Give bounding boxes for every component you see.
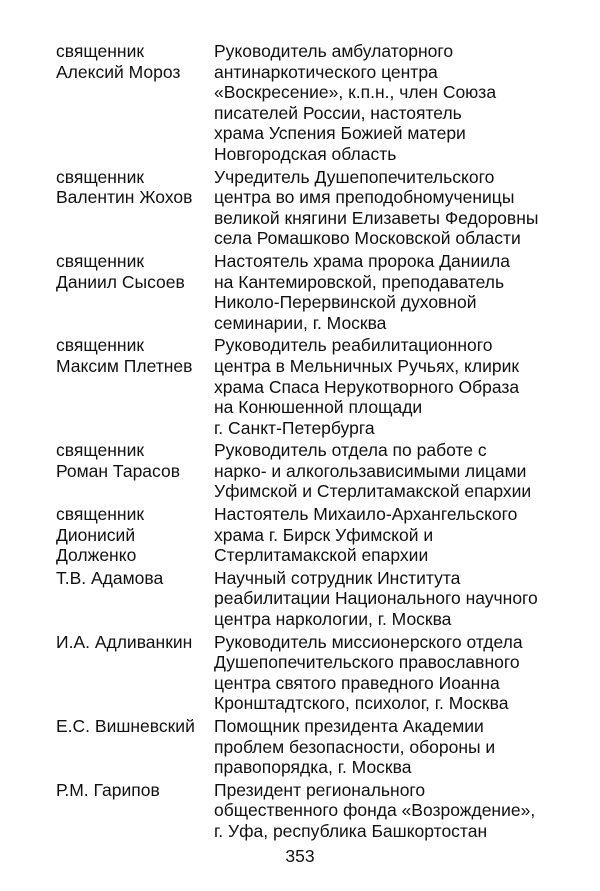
- person-name-line: священник: [56, 335, 145, 356]
- person-name-line: Валентин Жохов: [56, 187, 193, 208]
- person-description-line: Руководитель амбулаторного: [214, 41, 454, 61]
- person-description-line: центра в Мельничных Ручьях, клирик: [214, 355, 520, 376]
- person-description-line: Руководитель отдела по работе с: [214, 440, 487, 461]
- contributors-list: [56, 41, 556, 844]
- person-name: [56, 716, 214, 778]
- person-name: [56, 167, 214, 249]
- list-item: [56, 251, 556, 333]
- person-name-line: священник: [56, 440, 145, 461]
- person-name-line: священник: [56, 41, 145, 61]
- person-description-line: реабилитации Национального научного: [214, 588, 538, 609]
- person-description-line: центра во имя преподобномученицы: [214, 187, 515, 208]
- person-name: [56, 780, 214, 842]
- person-description-line: правопорядка, г. Москва: [214, 757, 412, 778]
- person-name-line: священник: [56, 250, 145, 271]
- person-description-line: проблем безопасности, обороны и: [214, 736, 496, 757]
- person-description-line: Новгородская область: [214, 143, 397, 164]
- person-description-line: на Конюшенной площади: [214, 397, 423, 418]
- person-description: [214, 568, 556, 630]
- person-description-line: Николо-Перервинской духовной: [214, 292, 477, 313]
- person-description-line: села Ромашково Московской области: [214, 228, 521, 249]
- person-description-line: «Воскресение», к.п.н., член Союза: [214, 82, 497, 103]
- person-name-line: Роман Тарасов: [56, 460, 181, 481]
- person-description-line: г. Уфа, республика Башкортостан: [214, 820, 488, 841]
- person-name-line: Дионисий: [56, 524, 136, 545]
- person-description: [214, 632, 556, 714]
- person-name-line: Е.С. Вишневский: [56, 716, 195, 736]
- list-item: [56, 41, 556, 165]
- person-name-line: Долженко: [56, 545, 137, 566]
- list-item: [56, 335, 556, 438]
- person-name-line: Даниил Сысоев: [56, 271, 185, 292]
- list-item: [56, 504, 556, 566]
- person-description-line: писателей России, настоятель: [214, 102, 462, 123]
- person-description-line: Стерлитамакской епархии: [214, 545, 429, 566]
- person-name-line: священник: [56, 166, 145, 187]
- person-name-line: Максим Плетнев: [56, 355, 193, 376]
- person-description: [214, 41, 556, 165]
- person-description-line: великой княгини Елизаветы Федоровны: [214, 207, 539, 228]
- person-description: [214, 167, 556, 249]
- person-description-line: Настоятель Михаило-Архангельского: [214, 504, 518, 525]
- person-description-line: на Кантемировской, преподаватель: [214, 271, 505, 292]
- person-description-line: центра святого праведного Иоанна: [214, 672, 500, 693]
- person-description-line: Руководитель миссионерского отдела: [214, 631, 523, 652]
- person-description-line: Учредитель Душепопечительского: [214, 166, 495, 187]
- person-description-line: антинаркотического центра: [214, 61, 438, 82]
- list-item: [56, 440, 556, 502]
- person-name-line: И.А. Адливанкин: [56, 631, 193, 652]
- person-name: [56, 335, 214, 438]
- person-description-line: храма Спаса Нерукотворного Образа: [214, 376, 520, 397]
- list-item: [56, 780, 556, 842]
- person-name-line: Алексий Мороз: [56, 61, 181, 82]
- person-name: [56, 440, 214, 502]
- person-description-line: общественного фонда «Возрождение»,: [214, 800, 536, 821]
- person-description-line: семинарии, г. Москва: [214, 312, 387, 333]
- list-item: [56, 568, 556, 630]
- person-description-line: Помощник президента Академии: [214, 716, 484, 736]
- person-name: [56, 632, 214, 714]
- person-description: [214, 440, 556, 502]
- person-description-line: Руководитель реабилитационного: [214, 335, 493, 356]
- person-description-line: г. Санкт-Петербурга: [214, 417, 375, 438]
- person-description: [214, 780, 556, 842]
- person-description: [214, 716, 556, 778]
- list-item: [56, 632, 556, 714]
- person-description-line: центра наркологии, г. Москва: [214, 609, 452, 630]
- person-description-line: Научный сотрудник Института: [214, 567, 461, 588]
- list-item: [56, 167, 556, 249]
- person-description-line: Кронштадтского, психолог, г. Москва: [214, 693, 509, 714]
- list-item: [56, 716, 556, 778]
- person-description-line: храма Успения Божией матери: [214, 123, 466, 144]
- person-description-line: Настоятель храма пророка Даниила: [214, 250, 510, 271]
- person-name: [56, 504, 214, 566]
- person-description-line: Президент регионального: [214, 779, 426, 800]
- person-description-line: Душепопечительского православного: [214, 652, 520, 673]
- person-name: [56, 251, 214, 333]
- page-number: 353: [285, 846, 315, 866]
- person-description-line: храма г. Бирск Уфимской и: [214, 524, 434, 545]
- person-description-line: Уфимской и Стерлитамакской епархии: [214, 481, 532, 502]
- person-description: [214, 504, 556, 566]
- person-name: [56, 41, 214, 165]
- person-name-line: священник: [56, 504, 145, 525]
- person-name: [56, 568, 214, 630]
- person-description: [214, 251, 556, 333]
- person-name-line: Т.В. Адамова: [56, 567, 164, 588]
- person-name-line: Р.М. Гарипов: [56, 779, 160, 800]
- person-description: [214, 335, 556, 438]
- person-description-line: нарко- и алкогользависимыми лицами: [214, 460, 527, 481]
